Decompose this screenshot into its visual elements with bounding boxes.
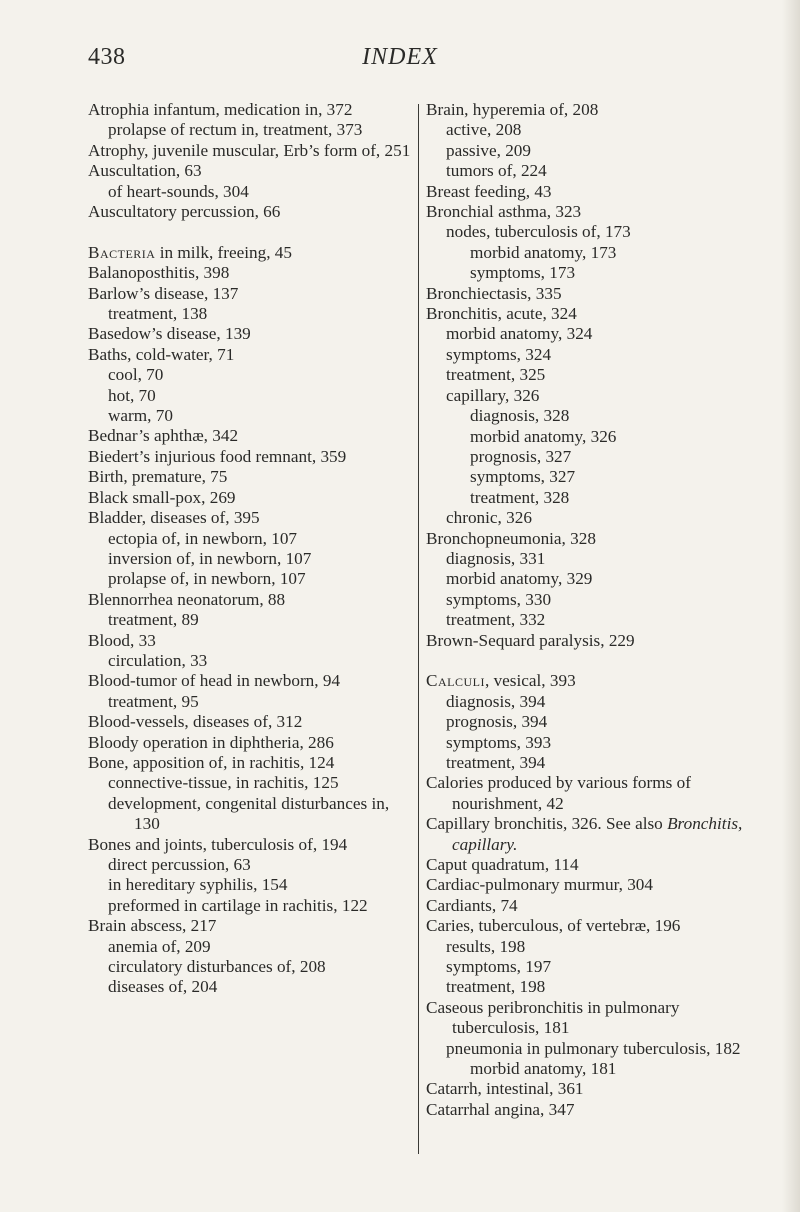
entry-text: tumors of, 224 xyxy=(446,161,547,181)
index-entry xyxy=(88,161,414,181)
index-entry xyxy=(426,896,756,916)
index-entry xyxy=(88,712,414,732)
entry-text: circulatory disturbances of, 208 xyxy=(108,957,326,977)
entry-text: symptoms, 173 xyxy=(470,263,576,283)
entry-text: Balanoposthitis, 398 xyxy=(88,263,230,283)
index-subentry xyxy=(88,182,414,202)
entry-text: Catarrhal angina, 347 xyxy=(426,1099,575,1119)
entry-text: chronic, 326 xyxy=(446,508,532,528)
cross-reference: Bronchitis, capillary. xyxy=(452,814,743,854)
entry-text: Biedert’s injurious food remnant, 359 xyxy=(88,446,347,466)
index-entry xyxy=(88,488,414,508)
index-subentry xyxy=(426,590,756,610)
index-subentry xyxy=(426,957,756,977)
index-subentry xyxy=(426,263,756,283)
entry-text: Brain abscess, 217 xyxy=(88,916,217,936)
index-entry xyxy=(426,1100,756,1120)
entry-text: symptoms, 327 xyxy=(470,467,576,487)
index-subentry xyxy=(88,773,414,793)
index-subentry xyxy=(88,855,414,875)
index-entry xyxy=(426,1079,756,1099)
index-entry xyxy=(426,814,756,855)
entry-text: symptoms, 393 xyxy=(446,732,552,752)
index-entry xyxy=(88,916,414,936)
index-subentry xyxy=(88,692,414,712)
entry-text: Bronchiectasis, 335 xyxy=(426,283,562,303)
index-subentry xyxy=(426,365,756,385)
page-edge-shadow xyxy=(782,0,800,1212)
index-entry xyxy=(88,100,414,120)
entry-text: Caseous peribronchitis in pulmonary tuberculosis, 181 xyxy=(426,997,680,1038)
index-entry xyxy=(88,671,414,691)
index-entry xyxy=(88,590,414,610)
index-subentry xyxy=(88,937,414,957)
entry-text: active, 208 xyxy=(446,120,522,140)
index-entry xyxy=(426,100,756,120)
index-subentry xyxy=(426,345,756,365)
entry-text: development, congenital disturbances in, 130 xyxy=(108,793,390,834)
entry-text: treatment, 332 xyxy=(446,610,546,630)
entry-text: prognosis, 394 xyxy=(446,712,548,732)
entry-text: capillary, 326 xyxy=(446,385,540,405)
index-entry xyxy=(426,875,756,895)
entry-text: Basedow’s disease, 139 xyxy=(88,324,251,344)
index-entry xyxy=(88,467,414,487)
entry-text: treatment, 198 xyxy=(446,977,546,997)
index-entry xyxy=(426,529,756,549)
entry-text: Cardiac-pulmonary murmur, 304 xyxy=(426,875,653,895)
entry-text: cool, 70 xyxy=(108,365,164,385)
entry-text: Bronchitis, acute, 324 xyxy=(426,304,577,324)
index-subentry xyxy=(88,304,414,324)
index-subentry xyxy=(426,712,756,732)
index-subentry xyxy=(426,977,756,997)
entry-text: Bednar’s aphthæ, 342 xyxy=(88,426,239,446)
entry-text: prolapse of rectum in, treatment, 373 xyxy=(108,120,363,140)
entry-text: hot, 70 xyxy=(108,385,156,405)
entry-text: Capillary bronchitis, 326. See also xyxy=(426,814,668,834)
index-entry xyxy=(426,998,756,1039)
index-subentry xyxy=(88,529,414,549)
entry-text: treatment, 328 xyxy=(470,487,570,507)
index-subentry xyxy=(88,406,414,426)
index-entry xyxy=(88,263,414,283)
entry-text: nodes, tuberculosis of, 173 xyxy=(446,222,631,242)
section-gap xyxy=(88,222,414,242)
entry-text: prolapse of, in newborn, 107 xyxy=(108,569,306,589)
index-subentry xyxy=(426,937,756,957)
entry-text: treatment, 138 xyxy=(108,304,208,324)
entry-text: Auscultation, 63 xyxy=(88,161,202,181)
index-subentry xyxy=(426,733,756,753)
index-subentry xyxy=(426,243,756,263)
index-subentry xyxy=(426,120,756,140)
entry-text: circulation, 33 xyxy=(108,650,208,670)
entry-text: diagnosis, 394 xyxy=(446,691,546,711)
index-subentry xyxy=(426,753,756,773)
entry-text: connective-tissue, in rachitis, 125 xyxy=(108,773,339,793)
index-subentry xyxy=(88,120,414,140)
entry-text: morbid anatomy, 329 xyxy=(446,569,593,589)
index-subentry xyxy=(88,386,414,406)
entry-text: ectopia of, in newborn, 107 xyxy=(108,528,298,548)
entry-text: symptoms, 324 xyxy=(446,344,552,364)
entry-text: direct percussion, 63 xyxy=(108,855,251,875)
entry-text: Auscultatory percussion, 66 xyxy=(88,202,281,222)
index-subentry xyxy=(426,222,756,242)
entry-text: inversion of, in newborn, 107 xyxy=(108,548,312,568)
entry-text: Blood-tumor of head in newborn, 94 xyxy=(88,671,341,691)
entry-text: pneumonia in pulmonary tuberculosis, 182 xyxy=(446,1038,741,1058)
index-entry xyxy=(426,631,756,651)
entry-text: Atrophy, juvenile muscular, Erb’s form of, 251 xyxy=(88,140,411,160)
index-entry xyxy=(88,733,414,753)
entry-text: treatment, 325 xyxy=(446,365,546,385)
entry-text: Brown-Sequard paralysis, 229 xyxy=(426,630,635,650)
index-entry xyxy=(426,202,756,222)
index-subentry xyxy=(426,161,756,181)
index-subentry xyxy=(426,569,756,589)
entry-text: in hereditary syphilis, 154 xyxy=(108,875,288,895)
entry-text: Bronchial asthma, 323 xyxy=(426,202,582,222)
index-subentry xyxy=(88,549,414,569)
entry-text: of heart-sounds, 304 xyxy=(108,181,249,201)
entry-text: warm, 70 xyxy=(108,406,173,426)
entry-text: Birth, premature, 75 xyxy=(88,467,228,487)
index-entry xyxy=(88,447,414,467)
index-subentry xyxy=(426,508,756,528)
entry-text: Baths, cold-water, 71 xyxy=(88,344,235,364)
entry-text: , vesical, 393 xyxy=(484,671,576,691)
index-entry xyxy=(426,182,756,202)
index-subentry xyxy=(426,549,756,569)
index-entry xyxy=(88,835,414,855)
entry-text: Cardiants, 74 xyxy=(426,895,518,915)
entry-text: Caries, tuberculous, of vertebræ, 196 xyxy=(426,916,681,936)
entry-text: symptoms, 197 xyxy=(446,957,552,977)
entry-text: Calories produced by various forms of nourishment, 42 xyxy=(426,773,691,813)
index-subentry xyxy=(426,1059,756,1079)
entry-text: Blennorrhea neonatorum, 88 xyxy=(88,589,286,609)
entry-text: Atrophia infantum, medication in, 372 xyxy=(88,100,353,119)
index-entry xyxy=(88,345,414,365)
index-entry xyxy=(426,284,756,304)
index-subentry xyxy=(426,692,756,712)
entry-text: Brain, hyperemia of, 208 xyxy=(426,100,599,119)
index-subentry xyxy=(426,1039,756,1059)
index-entry xyxy=(426,304,756,324)
index-subentry xyxy=(88,957,414,977)
index-subentry xyxy=(426,427,756,447)
entry-text: Blood, 33 xyxy=(88,630,156,650)
index-subentry xyxy=(426,488,756,508)
entry-text: morbid anatomy, 326 xyxy=(470,426,617,446)
entry-text: Bones and joints, tuberculosis of, 194 xyxy=(88,834,348,854)
entry-text: morbid anatomy, 181 xyxy=(470,1059,617,1079)
index-entry xyxy=(426,916,756,936)
index-entry xyxy=(88,243,414,263)
entry-text: Catarrh, intestinal, 361 xyxy=(426,1079,584,1099)
entry-text: symptoms, 330 xyxy=(446,589,552,609)
page-number: 438 xyxy=(88,44,126,70)
entry-text: Blood-vessels, diseases of, 312 xyxy=(88,712,303,732)
running-head: INDEX xyxy=(362,44,438,70)
entry-text: diseases of, 204 xyxy=(108,977,218,997)
entry-text: preformed in cartilage in rachitis, 122 xyxy=(108,895,368,915)
entry-text: morbid anatomy, 173 xyxy=(470,242,617,262)
index-entry xyxy=(426,671,756,691)
entry-text: morbid anatomy, 324 xyxy=(446,324,593,344)
section-lead-word: Calculi xyxy=(426,671,485,691)
index-subentry xyxy=(88,977,414,997)
entry-text: Bloody operation in diphtheria, 286 xyxy=(88,732,334,752)
entry-text: Bladder, diseases of, 395 xyxy=(88,508,260,528)
index-entry xyxy=(88,141,414,161)
index-subentry xyxy=(88,365,414,385)
index-subentry xyxy=(426,467,756,487)
index-subentry xyxy=(88,896,414,916)
index-entry xyxy=(88,324,414,344)
index-subentry xyxy=(426,406,756,426)
index-subentry xyxy=(88,875,414,895)
entry-text: Breast feeding, 43 xyxy=(426,181,552,201)
index-subentry xyxy=(426,324,756,344)
column-divider xyxy=(418,104,419,1154)
entry-text: diagnosis, 331 xyxy=(446,548,546,568)
index-entry xyxy=(88,426,414,446)
entry-text: Barlow’s disease, 137 xyxy=(88,283,239,303)
index-entry xyxy=(426,773,756,814)
entry-text: treatment, 95 xyxy=(108,691,199,711)
index-column-right xyxy=(426,100,756,1120)
index-subentry xyxy=(426,141,756,161)
index-subentry xyxy=(88,794,414,835)
index-entry xyxy=(88,202,414,222)
entry-text: Bronchopneumonia, 328 xyxy=(426,528,596,548)
entry-text: Bone, apposition of, in rachitis, 124 xyxy=(88,752,335,772)
index-entry xyxy=(88,753,414,773)
index-subentry xyxy=(426,386,756,406)
index-subentry xyxy=(88,651,414,671)
entry-text: Black small-pox, 269 xyxy=(88,487,236,507)
index-entry xyxy=(426,855,756,875)
section-gap xyxy=(426,651,756,671)
entry-text: results, 198 xyxy=(446,936,526,956)
index-entry xyxy=(88,508,414,528)
section-lead-word: Bacteria xyxy=(88,242,156,262)
entry-text: prognosis, 327 xyxy=(470,446,572,466)
index-entry xyxy=(88,284,414,304)
entry-text: diagnosis, 328 xyxy=(470,406,570,426)
index-subentry xyxy=(88,569,414,589)
index-subentry xyxy=(88,610,414,630)
entry-text: Caput quadratum, 114 xyxy=(426,855,579,875)
index-subentry xyxy=(426,610,756,630)
entry-text: passive, 209 xyxy=(446,140,531,160)
index-entry xyxy=(88,631,414,651)
index-subentry xyxy=(426,447,756,467)
entry-text: treatment, 89 xyxy=(108,610,199,630)
entry-text: anemia of, 209 xyxy=(108,936,211,956)
index-column-left xyxy=(88,100,414,998)
entry-text: treatment, 394 xyxy=(446,752,546,772)
entry-text: in milk, freeing, 45 xyxy=(155,242,292,262)
